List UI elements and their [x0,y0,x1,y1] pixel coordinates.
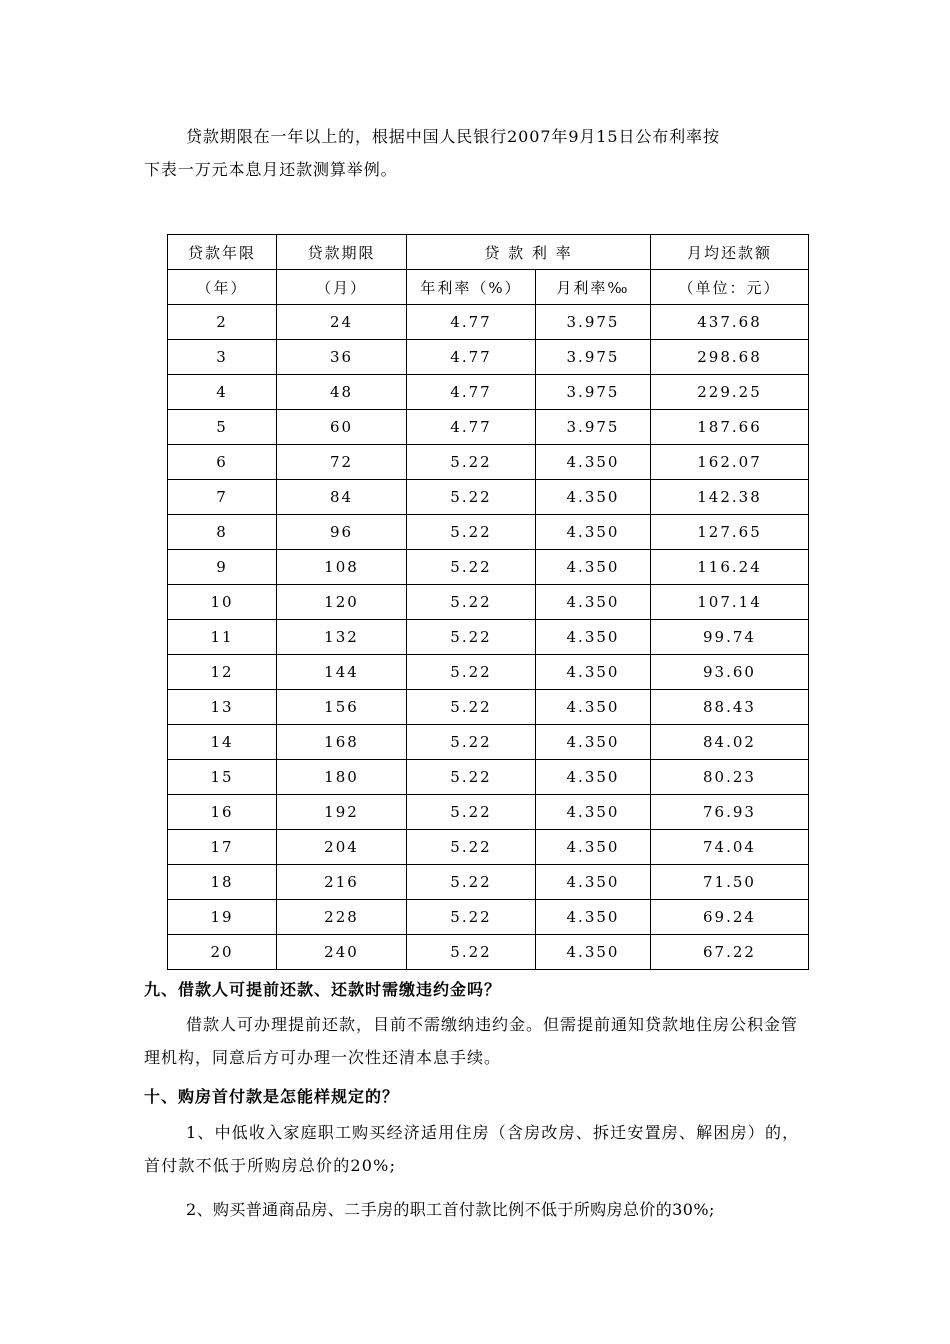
cell-months: 240 [277,935,407,970]
cell-years: 8 [168,515,277,550]
cell-monthly-payment: 76.93 [651,795,809,830]
cell-monthly-rate: 4.350 [536,760,651,795]
cell-annual-rate: 5.22 [407,655,536,690]
cell-monthly-payment: 74.04 [651,830,809,865]
cell-annual-rate: 5.22 [407,795,536,830]
cell-monthly-rate: 4.350 [536,935,651,970]
table-row [168,585,809,620]
cell-monthly-rate: 4.350 [536,480,651,515]
table-header-row-1 [168,235,809,270]
cell-monthly-rate: 4.350 [536,655,651,690]
cell-annual-rate: 4.77 [407,340,536,375]
header-monthly-payment: 月均还款额 [651,235,809,270]
header-annual-rate: 年利率（%） [407,270,536,305]
table-row [168,620,809,655]
cell-monthly-rate: 4.350 [536,620,651,655]
cell-years: 15 [168,760,277,795]
cell-monthly-rate: 4.350 [536,515,651,550]
cell-monthly-rate: 4.350 [536,550,651,585]
cell-annual-rate: 5.22 [407,690,536,725]
cell-months: 120 [277,585,407,620]
table-row [168,760,809,795]
cell-annual-rate: 5.22 [407,550,536,585]
section-9-heading: 九、借款人可提前还款、还款时需缴违约金吗？ [144,980,502,999]
cell-annual-rate: 5.22 [407,725,536,760]
cell-months: 132 [277,620,407,655]
table-row [168,305,809,340]
cell-years: 13 [168,690,277,725]
cell-months: 48 [277,375,407,410]
cell-monthly-rate: 4.350 [536,865,651,900]
table-row [168,480,809,515]
cell-monthly-payment: 116.24 [651,550,809,585]
cell-monthly-rate: 4.350 [536,690,651,725]
cell-years: 2 [168,305,277,340]
cell-monthly-rate: 4.350 [536,445,651,480]
table-row [168,655,809,690]
table-body [168,305,809,970]
header-payment-unit: （单位：元） [651,270,809,305]
cell-annual-rate: 5.22 [407,760,536,795]
cell-monthly-payment: 99.74 [651,620,809,655]
cell-months: 180 [277,760,407,795]
section-9-body: 借款人可办理提前还款，目前不需缴纳违约金。但需提前通知贷款地住房公积金管理机构，同意后方可办理一次性还清本息手续。 [144,1015,799,1067]
table-row [168,550,809,585]
cell-monthly-rate: 4.350 [536,585,651,620]
cell-years: 10 [168,585,277,620]
table-row [168,795,809,830]
cell-years: 4 [168,375,277,410]
cell-years: 20 [168,935,277,970]
cell-annual-rate: 5.22 [407,445,536,480]
cell-annual-rate: 4.77 [407,375,536,410]
cell-months: 228 [277,900,407,935]
cell-monthly-rate: 3.975 [536,340,651,375]
cell-months: 168 [277,725,407,760]
cell-years: 11 [168,620,277,655]
table-row [168,900,809,935]
cell-monthly-rate: 3.975 [536,305,651,340]
cell-monthly-payment: 80.23 [651,760,809,795]
cell-monthly-rate: 3.975 [536,375,651,410]
cell-monthly-payment: 142.38 [651,480,809,515]
cell-months: 24 [277,305,407,340]
cell-monthly-payment: 298.68 [651,340,809,375]
cell-annual-rate: 5.22 [407,865,536,900]
cell-annual-rate: 5.22 [407,480,536,515]
cell-monthly-rate: 4.350 [536,830,651,865]
cell-monthly-payment: 107.14 [651,585,809,620]
cell-years: 6 [168,445,277,480]
table-header-row-2 [168,270,809,305]
cell-years: 12 [168,655,277,690]
cell-annual-rate: 5.22 [407,900,536,935]
cell-years: 19 [168,900,277,935]
cell-annual-rate: 5.22 [407,830,536,865]
table-row [168,935,809,970]
cell-years: 7 [168,480,277,515]
cell-monthly-payment: 69.24 [651,900,809,935]
loan-rate-table [167,234,809,970]
cell-monthly-rate: 4.350 [536,795,651,830]
cell-monthly-rate: 4.350 [536,725,651,760]
cell-years: 17 [168,830,277,865]
table-row [168,725,809,760]
cell-annual-rate: 4.77 [407,305,536,340]
header-monthly-rate: 月利率‰ [536,270,651,305]
cell-months: 216 [277,865,407,900]
cell-monthly-payment: 84.02 [651,725,809,760]
cell-annual-rate: 5.22 [407,620,536,655]
table-row [168,830,809,865]
cell-monthly-payment: 162.07 [651,445,809,480]
cell-months: 60 [277,410,407,445]
cell-months: 72 [277,445,407,480]
cell-years: 14 [168,725,277,760]
cell-months: 192 [277,795,407,830]
cell-annual-rate: 5.22 [407,585,536,620]
table-row [168,410,809,445]
cell-months: 108 [277,550,407,585]
section-10-item-1: 1、中低收入家庭职工购买经济适用住房（含房改房、拆迁安置房、解困房）的，首付款不低于所购房总价的20%; [144,1123,800,1175]
intro-paragraph [144,120,804,186]
cell-annual-rate: 5.22 [407,935,536,970]
cell-monthly-rate: 3.975 [536,410,651,445]
cell-months: 36 [277,340,407,375]
cell-monthly-payment: 127.65 [651,515,809,550]
cell-months: 204 [277,830,407,865]
cell-monthly-payment: 88.43 [651,690,809,725]
cell-years: 3 [168,340,277,375]
header-loan-term: 贷款期限 [277,235,407,270]
cell-months: 144 [277,655,407,690]
cell-annual-rate: 4.77 [407,410,536,445]
section-10-item-2: 2、购买普通商品房、二手房的职工首付款比例不低于所购房总价的30%; [186,1200,715,1219]
cell-annual-rate: 5.22 [407,515,536,550]
cell-years: 5 [168,410,277,445]
header-rate-group: 贷 款 利 率 [407,235,651,270]
cell-monthly-payment: 437.68 [651,305,809,340]
table-row [168,340,809,375]
section-10-heading: 十、购房首付款是怎能样规定的？ [144,1087,400,1106]
cell-months: 96 [277,515,407,550]
cell-monthly-payment: 187.66 [651,410,809,445]
cell-years: 16 [168,795,277,830]
intro-line-2: 下表一万元本息月还款测算举例。 [144,160,398,179]
cell-monthly-payment: 93.60 [651,655,809,690]
cell-monthly-payment: 229.25 [651,375,809,410]
header-loan-years: 贷款年限 [168,235,277,270]
table-row [168,690,809,725]
cell-months: 84 [277,480,407,515]
header-months-unit: （月） [277,270,407,305]
cell-years: 9 [168,550,277,585]
table-row [168,375,809,410]
table-row [168,515,809,550]
cell-monthly-payment: 71.50 [651,865,809,900]
header-years-unit: （年） [168,270,277,305]
table-row [168,445,809,480]
cell-years: 18 [168,865,277,900]
table-row [168,865,809,900]
cell-monthly-payment: 67.22 [651,935,809,970]
cell-months: 156 [277,690,407,725]
cell-monthly-rate: 4.350 [536,900,651,935]
intro-line-1: 贷款期限在一年以上的，根据中国人民银行2007年9月15日公布利率按 [186,127,720,146]
